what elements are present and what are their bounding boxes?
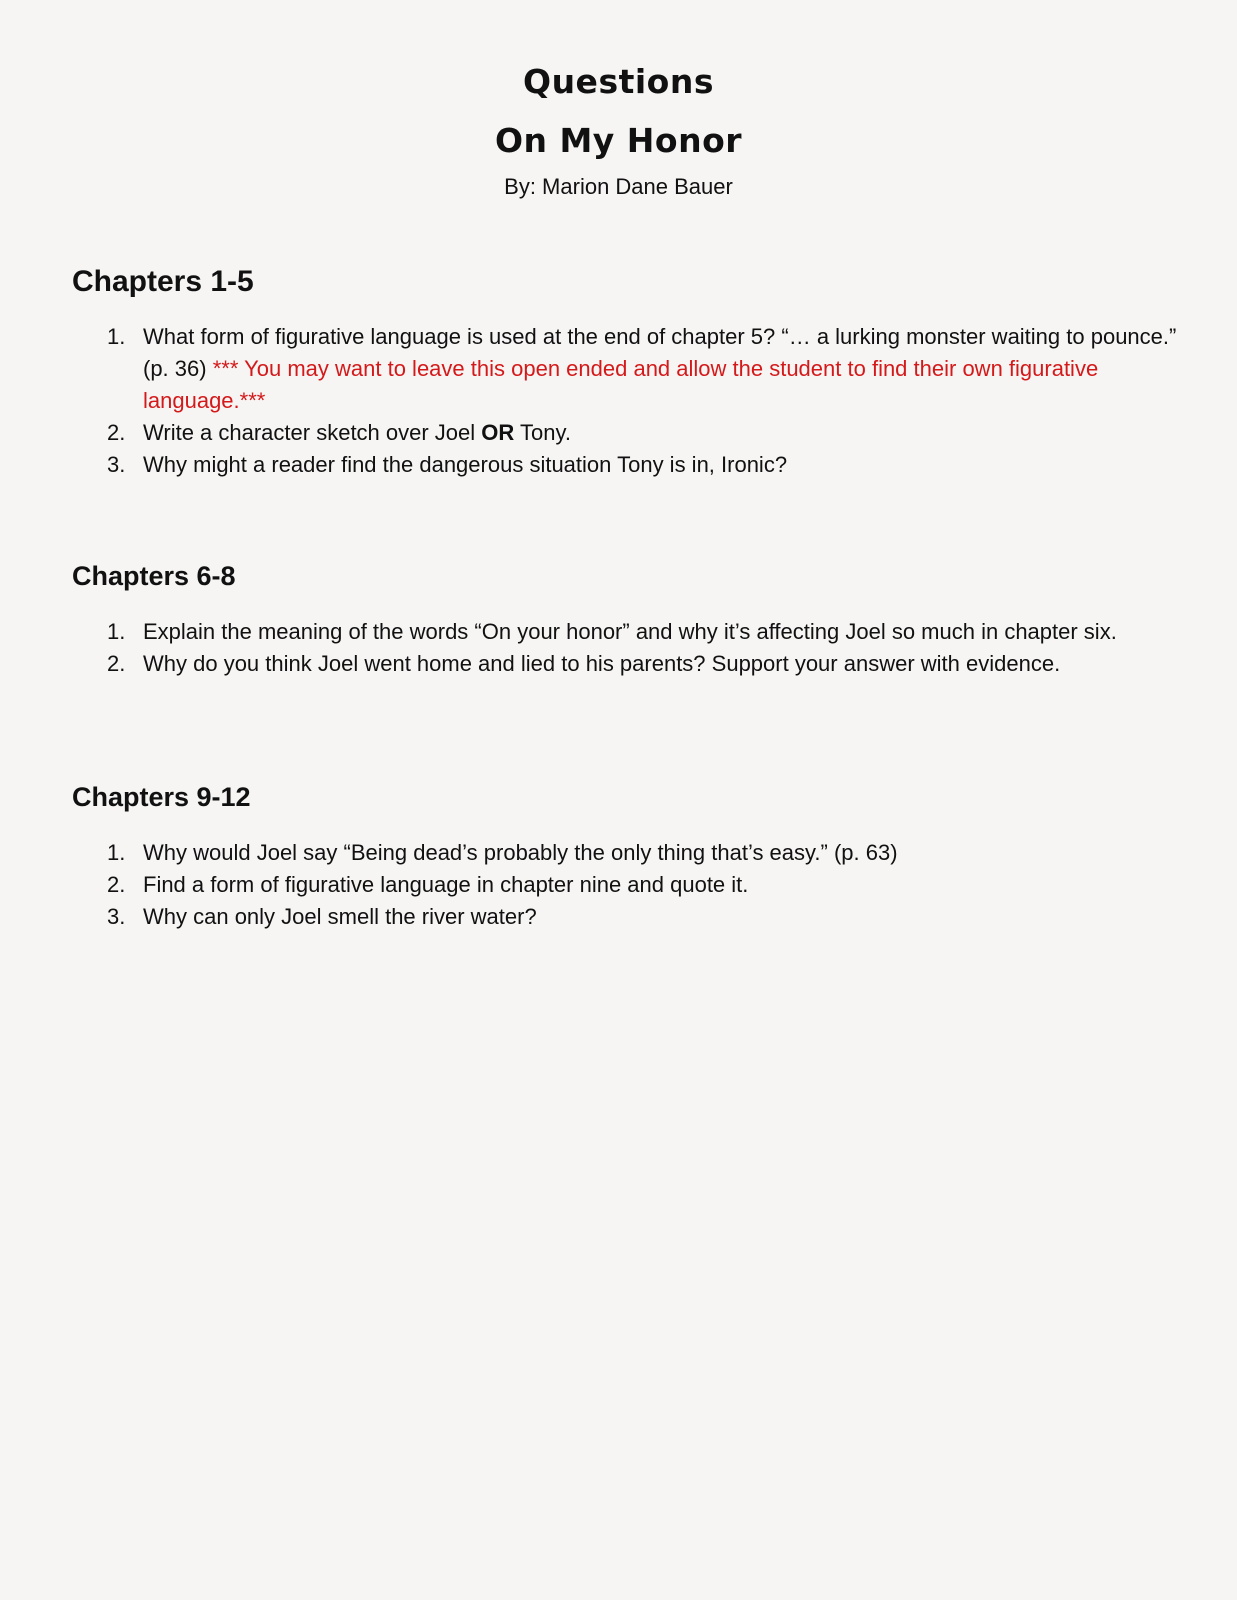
question-number: 2. (107, 651, 126, 676)
question-item (72, 648, 1202, 680)
teacher-note: *** You may want to leave this open ended and allow the student to find their own figurative language.*** (143, 356, 1099, 413)
question-item (72, 417, 1202, 449)
question-text: Find a form of figurative language in chapter nine and quote it. (143, 872, 749, 897)
section-heading: Chapters 1-5 (72, 265, 254, 298)
question-text: Why would Joel say “Being dead’s probably the only thing that’s easy.” (p. 63) (143, 840, 898, 865)
question-number: 1. (107, 619, 126, 644)
question-text: Why can only Joel smell the river water? (143, 904, 537, 929)
question-item (72, 837, 1202, 869)
question-text: What form of figurative language is used at the end of chapter 5? “… a lurking monster waiting to pounce.” (p. 36) (143, 324, 1177, 381)
section-chapters-6-8 (72, 558, 1202, 680)
question-list (72, 837, 1202, 933)
question-number: 3. (107, 452, 126, 477)
book-title: On My Honor (494, 121, 743, 160)
question-item (72, 321, 1202, 417)
question-number: 2. (107, 420, 126, 445)
question-number: 2. (107, 872, 126, 897)
book-author: By: Marion Dane Bauer (504, 174, 733, 199)
question-emphasis: OR (481, 420, 515, 445)
question-list (72, 321, 1202, 481)
section-heading: Chapters 6-8 (72, 561, 236, 591)
question-text: Write a character sketch over Joel (143, 420, 482, 445)
question-item (72, 901, 1202, 933)
section-chapters-9-12 (72, 779, 1202, 933)
question-list (72, 616, 1202, 680)
question-item (72, 449, 1202, 481)
question-number: 3. (107, 904, 126, 929)
question-text-end: Tony. (514, 420, 571, 445)
question-item (72, 616, 1202, 648)
question-number: 1. (107, 324, 126, 349)
question-number: 1. (107, 840, 126, 865)
document-title: Questions (523, 62, 714, 101)
question-item (72, 869, 1202, 901)
question-text: Why do you think Joel went home and lied to his parents? Support your answer with evidence. (143, 651, 1061, 676)
section-heading: Chapters 9-12 (72, 782, 251, 812)
question-text: Explain the meaning of the words “On your honor” and why it’s affecting Joel so much in chapter six. (143, 619, 1117, 644)
section-chapters-1-5 (72, 264, 1202, 481)
question-text: Why might a reader find the dangerous situation Tony is in, Ironic? (143, 452, 788, 477)
